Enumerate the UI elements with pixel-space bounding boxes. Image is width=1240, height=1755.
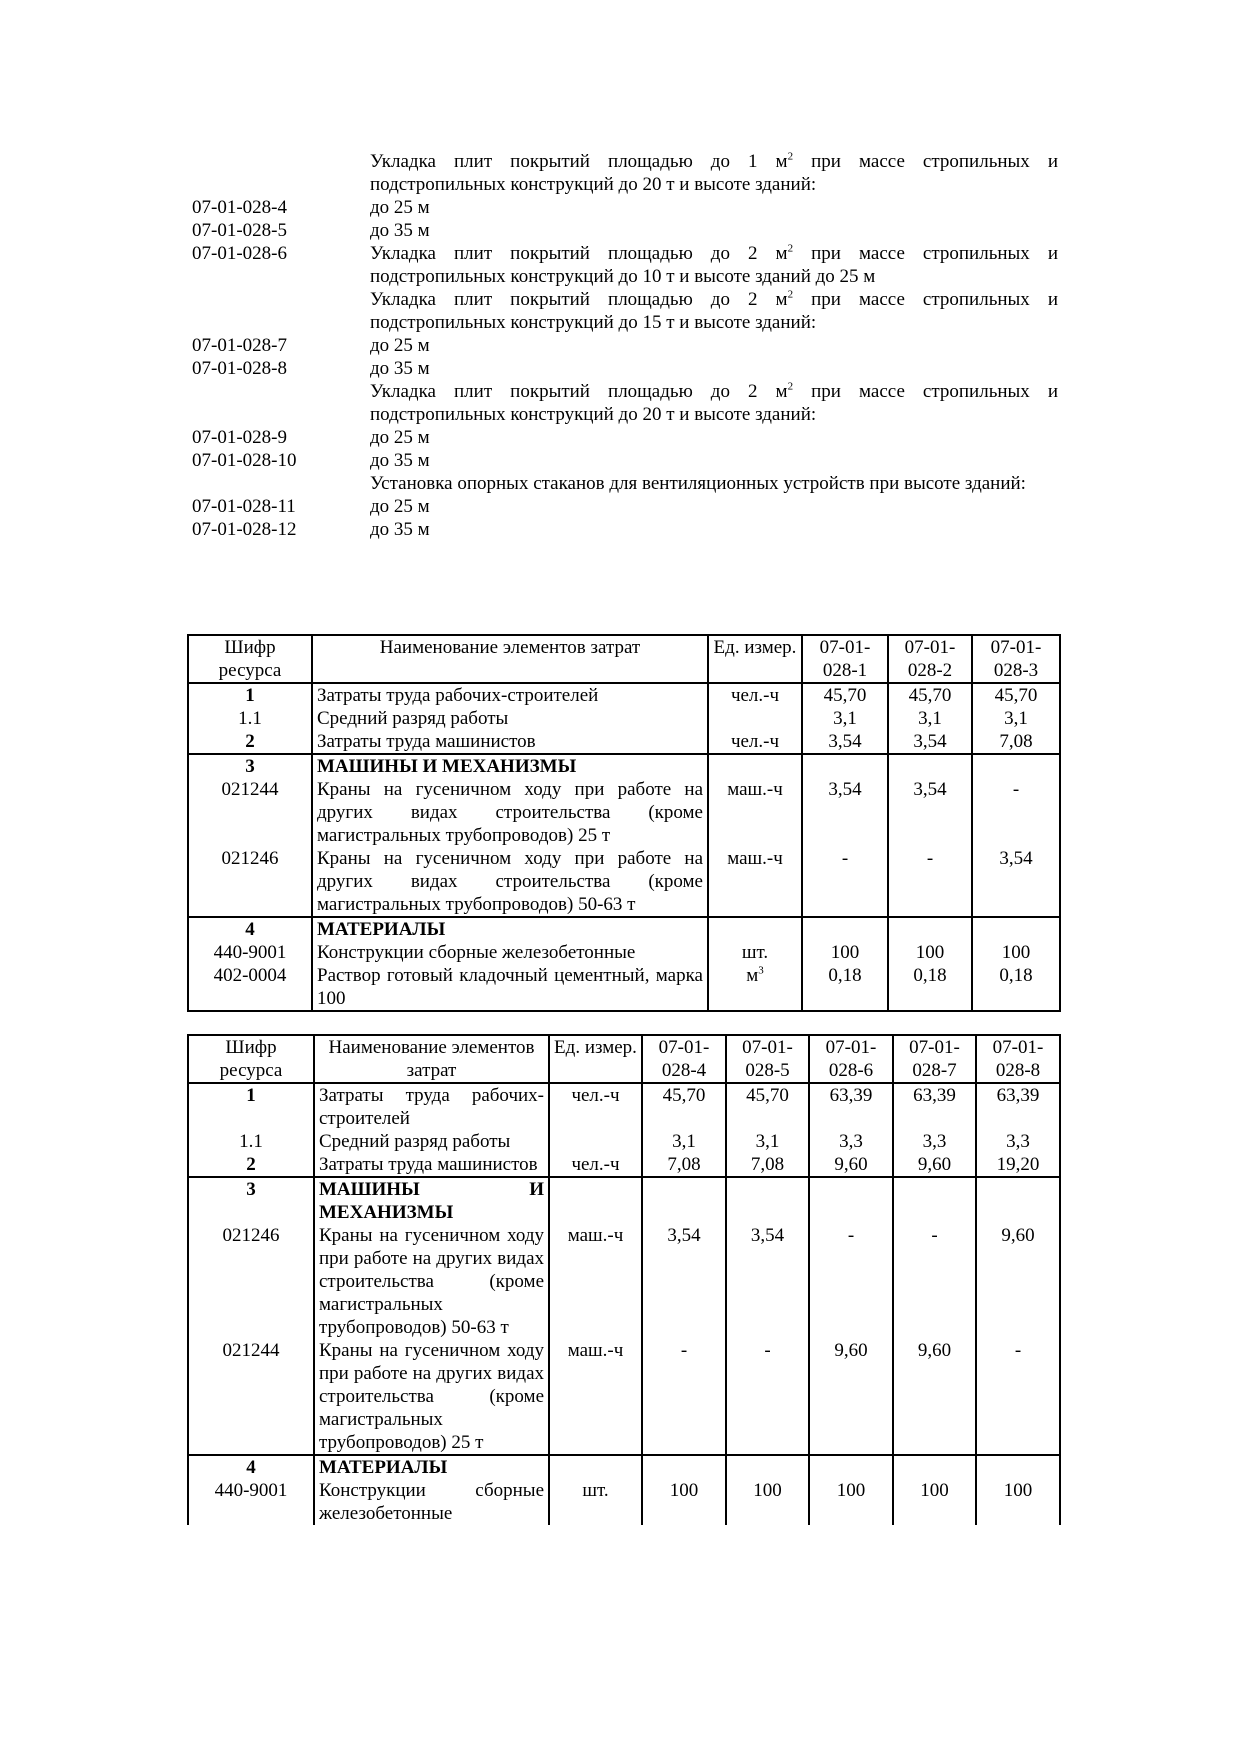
row-unit bbox=[708, 707, 802, 730]
row-unit bbox=[549, 1455, 642, 1479]
list-item-code bbox=[192, 472, 370, 495]
list-item bbox=[192, 357, 1058, 380]
row-code: 1.1 bbox=[188, 707, 312, 730]
table-row bbox=[188, 964, 1060, 1011]
row-unit bbox=[708, 754, 802, 778]
table-section-row bbox=[188, 917, 1060, 941]
row-code: 2 bbox=[188, 730, 312, 754]
row-name: Конструкции сборные железобетонные bbox=[314, 1479, 549, 1525]
list-item bbox=[192, 518, 1058, 541]
row-value: 0,18 bbox=[802, 964, 888, 1011]
header-col: 07-01-028-8 bbox=[976, 1035, 1060, 1083]
row-value: 100 bbox=[888, 941, 972, 964]
row-value: - bbox=[972, 778, 1060, 847]
table-row bbox=[188, 1339, 1060, 1455]
row-value: 100 bbox=[976, 1479, 1060, 1525]
row-value: 9,60 bbox=[976, 1224, 1060, 1339]
row-name: Затраты труда рабочих-строителей bbox=[312, 683, 708, 707]
row-unit: шт. bbox=[708, 941, 802, 964]
row-name: Краны на гусеничном ходу при работе на других видах строительства (кроме магистральных трубопроводов) 50-63 т bbox=[312, 847, 708, 917]
list-item bbox=[192, 196, 1058, 219]
table-section-row bbox=[188, 1455, 1060, 1479]
row-value: - bbox=[888, 847, 972, 917]
row-value: 3,1 bbox=[802, 707, 888, 730]
list-item-text: до 35 м bbox=[370, 519, 430, 540]
list-item-code: 07-01-028-12 bbox=[192, 519, 297, 540]
list-item-code: 07-01-028-6 bbox=[192, 243, 287, 264]
table-header-row bbox=[188, 635, 1060, 683]
row-value: 3,54 bbox=[726, 1224, 809, 1339]
list-item-text: до 35 м bbox=[370, 450, 430, 471]
row-value: 0,18 bbox=[888, 964, 972, 1011]
row-value: 3,1 bbox=[726, 1130, 809, 1153]
row-value: 19,20 bbox=[976, 1153, 1060, 1177]
list-item-code: 07-01-028-5 bbox=[192, 220, 287, 241]
row-value bbox=[972, 917, 1060, 941]
row-value bbox=[809, 1177, 893, 1224]
list-item bbox=[192, 219, 1058, 242]
row-code: 440-9001 bbox=[188, 941, 312, 964]
row-value: 3,3 bbox=[809, 1130, 893, 1153]
list-item-code: 07-01-028-9 bbox=[192, 427, 287, 448]
table-row bbox=[188, 1130, 1060, 1153]
table-row bbox=[188, 1083, 1060, 1130]
list-item-text: до 25 м bbox=[370, 335, 430, 356]
row-value bbox=[802, 754, 888, 778]
row-value: 3,54 bbox=[972, 847, 1060, 917]
list-item bbox=[192, 242, 1058, 288]
list-item-text: Установка опорных стаканов для вентиляционных устройств при высоте зданий: bbox=[370, 473, 1026, 494]
list-item-text: до 35 м bbox=[370, 220, 430, 241]
row-value: 3,54 bbox=[888, 778, 972, 847]
row-value bbox=[726, 1455, 809, 1479]
row-name: МАТЕРИАЛЫ bbox=[312, 917, 708, 941]
table-row bbox=[188, 730, 1060, 754]
row-code: 021246 bbox=[188, 1224, 314, 1339]
resource-table-2 bbox=[187, 1034, 1061, 1525]
list-item-text: до 25 м bbox=[370, 496, 430, 517]
row-value: 3,1 bbox=[642, 1130, 726, 1153]
row-value: - bbox=[893, 1224, 976, 1339]
header-code: Шифр ресурса bbox=[188, 1035, 314, 1083]
row-name: Краны на гусеничном ходу при работе на других видах строительства (кроме магистральных трубопроводов) 50-63 т bbox=[314, 1224, 549, 1339]
row-value: 3,3 bbox=[976, 1130, 1060, 1153]
row-value: 45,70 bbox=[802, 683, 888, 707]
list-item-code bbox=[192, 380, 370, 426]
list-item bbox=[192, 472, 1058, 495]
row-value bbox=[976, 1455, 1060, 1479]
row-value: - bbox=[802, 847, 888, 917]
list-item-code: 07-01-028-7 bbox=[192, 335, 287, 356]
row-name: Средний разряд работы bbox=[312, 707, 708, 730]
row-value: 7,08 bbox=[642, 1153, 726, 1177]
row-value: 45,70 bbox=[726, 1083, 809, 1130]
row-value bbox=[642, 1455, 726, 1479]
row-unit bbox=[708, 917, 802, 941]
row-value: 0,18 bbox=[972, 964, 1060, 1011]
list-item-text: Укладка плит покрытий площадью до 2 $м^2$ при массе стропильных и подстропильных конструкций до 10 т и высоте зданий до 25 м bbox=[370, 242, 1059, 287]
row-value: 3,54 bbox=[802, 730, 888, 754]
row-value: 100 bbox=[726, 1479, 809, 1525]
row-unit: шт. bbox=[549, 1479, 642, 1525]
list-item bbox=[192, 495, 1058, 518]
list-item-text: до 35 м bbox=[370, 358, 430, 379]
row-value: 100 bbox=[642, 1479, 726, 1525]
header-name: Наименование элементов затрат bbox=[314, 1035, 549, 1083]
list-item bbox=[192, 150, 1058, 196]
table-row bbox=[188, 1479, 1060, 1525]
header-col: 07-01-028-5 bbox=[726, 1035, 809, 1083]
row-name: Затраты труда рабочих-строителей bbox=[314, 1083, 549, 1130]
row-value: - bbox=[642, 1339, 726, 1455]
row-value: 63,39 bbox=[976, 1083, 1060, 1130]
row-value bbox=[726, 1177, 809, 1224]
row-unit: чел.-ч bbox=[549, 1153, 642, 1177]
header-code: Шифр ресурса bbox=[188, 635, 312, 683]
row-unit bbox=[549, 1177, 642, 1224]
header-name: Наименование элементов затрат bbox=[312, 635, 708, 683]
row-code: 021244 bbox=[188, 778, 312, 847]
row-value bbox=[893, 1177, 976, 1224]
row-name: Средний разряд работы bbox=[314, 1130, 549, 1153]
row-value bbox=[976, 1177, 1060, 1224]
row-code: 3 bbox=[188, 1177, 314, 1224]
header-col: 07-01-028-4 bbox=[642, 1035, 726, 1083]
row-value: 3,54 bbox=[888, 730, 972, 754]
table-section-row bbox=[188, 754, 1060, 778]
row-unit: чел.-ч bbox=[708, 683, 802, 707]
row-name: Затраты труда машинистов bbox=[314, 1153, 549, 1177]
norm-list bbox=[192, 150, 1058, 541]
row-value: 63,39 bbox=[893, 1083, 976, 1130]
row-unit: маш.-ч bbox=[549, 1339, 642, 1455]
row-value: 3,1 bbox=[972, 707, 1060, 730]
row-value: 63,39 bbox=[809, 1083, 893, 1130]
row-unit: маш.-ч bbox=[708, 778, 802, 847]
row-name: Затраты труда машинистов bbox=[312, 730, 708, 754]
list-item-code: 07-01-028-8 bbox=[192, 358, 287, 379]
row-code: 021246 bbox=[188, 847, 312, 917]
row-name: МАШИНЫ И МЕХАНИЗМЫ bbox=[314, 1177, 549, 1224]
table-row bbox=[188, 683, 1060, 707]
row-code: 1 bbox=[188, 1083, 314, 1130]
list-item bbox=[192, 426, 1058, 449]
row-value bbox=[642, 1177, 726, 1224]
list-item bbox=[192, 449, 1058, 472]
row-name: Конструкции сборные железобетонные bbox=[312, 941, 708, 964]
row-code: 2 bbox=[188, 1153, 314, 1177]
row-value: 3,1 bbox=[888, 707, 972, 730]
row-code: 4 bbox=[188, 917, 312, 941]
row-unit: чел.-ч bbox=[708, 730, 802, 754]
row-value: 9,60 bbox=[809, 1339, 893, 1455]
table-row bbox=[188, 1153, 1060, 1177]
row-value: 45,70 bbox=[642, 1083, 726, 1130]
table-row bbox=[188, 847, 1060, 917]
row-unit: маш.-ч bbox=[549, 1224, 642, 1339]
row-code: 3 bbox=[188, 754, 312, 778]
row-value: - bbox=[976, 1339, 1060, 1455]
header-unit: Ед. измер. bbox=[708, 635, 802, 683]
list-item-code bbox=[192, 150, 370, 196]
table-row bbox=[188, 1224, 1060, 1339]
list-item-text: Укладка плит покрытий площадью до 1 $м^2$ при массе стропильных и подстропильных конструкций до 20 т и высоте зданий: bbox=[370, 150, 1059, 195]
header-col: 07-01-028-7 bbox=[893, 1035, 976, 1083]
resource-table-1 bbox=[187, 634, 1061, 1012]
row-name: Раствор готовый кладочный цементный, марка 100 bbox=[312, 964, 708, 1011]
row-code: 1 bbox=[188, 683, 312, 707]
table-row bbox=[188, 707, 1060, 730]
row-value: 45,70 bbox=[972, 683, 1060, 707]
list-item-text: Укладка плит покрытий площадью до 2 $м^2$ при массе стропильных и подстропильных конструкций до 20 т и высоте зданий: bbox=[370, 380, 1059, 425]
list-item-code: 07-01-028-10 bbox=[192, 450, 297, 471]
list-item-text: Укладка плит покрытий площадью до 2 $м^2$ при массе стропильных и подстропильных конструкций до 15 т и высоте зданий: bbox=[370, 288, 1059, 333]
table-header-row bbox=[188, 1035, 1060, 1083]
row-value bbox=[972, 754, 1060, 778]
header-col: 07-01-028-2 bbox=[888, 635, 972, 683]
list-item bbox=[192, 380, 1058, 426]
list-item bbox=[192, 334, 1058, 357]
row-value: 45,70 bbox=[888, 683, 972, 707]
row-unit: $м^3$ bbox=[708, 964, 802, 1011]
row-value: - bbox=[726, 1339, 809, 1455]
row-value: 3,54 bbox=[802, 778, 888, 847]
table-row bbox=[188, 941, 1060, 964]
row-value: 100 bbox=[809, 1479, 893, 1525]
header-col: 07-01-028-6 bbox=[809, 1035, 893, 1083]
row-value: 9,60 bbox=[809, 1153, 893, 1177]
table-row bbox=[188, 778, 1060, 847]
row-value: - bbox=[809, 1224, 893, 1339]
row-value bbox=[802, 917, 888, 941]
row-unit: чел.-ч bbox=[549, 1083, 642, 1130]
row-value bbox=[888, 917, 972, 941]
row-value bbox=[893, 1455, 976, 1479]
list-item bbox=[192, 288, 1058, 334]
header-col: 07-01-028-1 bbox=[802, 635, 888, 683]
row-unit bbox=[549, 1130, 642, 1153]
row-value: 100 bbox=[893, 1479, 976, 1525]
row-value: 9,60 bbox=[893, 1153, 976, 1177]
list-item-code: 07-01-028-11 bbox=[192, 496, 296, 517]
row-value: 3,3 bbox=[893, 1130, 976, 1153]
header-unit: Ед. измер. bbox=[549, 1035, 642, 1083]
row-name: Краны на гусеничном ходу при работе на других видах строительства (кроме магистральных трубопроводов) 25 т bbox=[314, 1339, 549, 1455]
row-code: 4 bbox=[188, 1455, 314, 1479]
row-unit: маш.-ч bbox=[708, 847, 802, 917]
list-item-code bbox=[192, 288, 370, 334]
row-name: Краны на гусеничном ходу при работе на других видах строительства (кроме магистральных трубопроводов) 25 т bbox=[312, 778, 708, 847]
row-value: 7,08 bbox=[972, 730, 1060, 754]
row-value: 7,08 bbox=[726, 1153, 809, 1177]
row-value: 9,60 bbox=[893, 1339, 976, 1455]
list-item-text: до 25 м bbox=[370, 197, 430, 218]
list-item-code: 07-01-028-4 bbox=[192, 197, 287, 218]
table-section-row bbox=[188, 1177, 1060, 1224]
row-value bbox=[888, 754, 972, 778]
row-code: 1.1 bbox=[188, 1130, 314, 1153]
row-value: 100 bbox=[802, 941, 888, 964]
row-code: 440-9001 bbox=[188, 1479, 314, 1525]
row-name: МАТЕРИАЛЫ bbox=[314, 1455, 549, 1479]
list-item-text: до 25 м bbox=[370, 427, 430, 448]
row-name: МАШИНЫ И МЕХАНИЗМЫ bbox=[312, 754, 708, 778]
row-value bbox=[809, 1455, 893, 1479]
header-col: 07-01-028-3 bbox=[972, 635, 1060, 683]
row-code: 021244 bbox=[188, 1339, 314, 1455]
row-code: 402-0004 bbox=[188, 964, 312, 1011]
row-value: 100 bbox=[972, 941, 1060, 964]
row-value: 3,54 bbox=[642, 1224, 726, 1339]
